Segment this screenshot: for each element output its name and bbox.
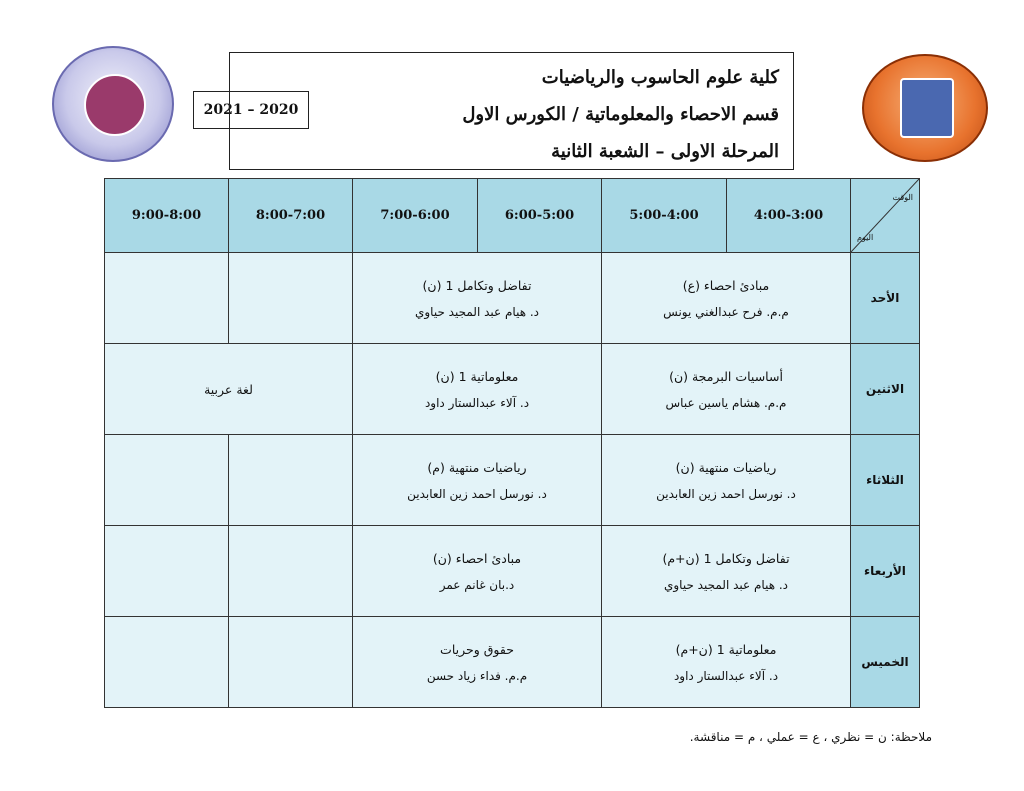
university-logo [862, 54, 988, 162]
day-row [105, 344, 920, 435]
department-course: قسم الاحصاء والمعلوماتية / الكورس الاول [462, 104, 779, 125]
stage-section: المرحلة الاولى – الشعبة الثانية [551, 141, 779, 162]
time-slot: 6:00-5:00 [478, 179, 602, 253]
subject: لغة عربية [204, 381, 253, 397]
teacher: د. هيام عبد المجيد حياوي [414, 304, 539, 319]
class-cell [353, 617, 602, 708]
class-cell [602, 253, 851, 344]
day-name: الأربعاء [851, 526, 920, 617]
class-cell [353, 344, 602, 435]
time-slot: 7:00-6:00 [353, 179, 478, 253]
subject: أساسيات البرمجة (ن) [669, 368, 783, 384]
subject: رياضيات منتهية (م) [427, 459, 527, 475]
time-header-row [105, 179, 920, 253]
empty-cell [229, 435, 353, 526]
class-cell [353, 526, 602, 617]
time-slot: 5:00-4:00 [602, 179, 727, 253]
college-name: كلية علوم الحاسوب والرياضيات [541, 67, 779, 88]
empty-cell [105, 253, 229, 344]
schedule-table [104, 178, 920, 708]
subject: تفاضل وتكامل 1 (ن) [422, 277, 532, 293]
day-row [105, 526, 920, 617]
class-cell [602, 435, 851, 526]
empty-cell [105, 526, 229, 617]
day-label: اليوم [857, 233, 874, 242]
teacher: د. نورسل احمد زين العابدين [656, 486, 796, 501]
day-name: الاثنين [851, 344, 920, 435]
teacher: د. هيام عبد المجيد حياوي [663, 577, 788, 592]
subject: حقوق وحريات [440, 641, 514, 657]
class-cell [353, 253, 602, 344]
class-cell [105, 344, 353, 435]
subject: مبادئ احصاء (ع) [682, 277, 770, 293]
time-slot: 9:00-8:00 [105, 179, 229, 253]
class-cell [353, 435, 602, 526]
day-name: الخميس [851, 617, 920, 708]
empty-cell [229, 526, 353, 617]
time-slot: 8:00-7:00 [229, 179, 353, 253]
day-row [105, 253, 920, 344]
class-cell [602, 344, 851, 435]
corner-cell [851, 179, 920, 253]
subject: تفاضل وتكامل 1 (ن+م) [662, 550, 790, 566]
empty-cell [105, 617, 229, 708]
page-header [229, 52, 794, 170]
teacher: م.م. فداء زياد حسن [426, 668, 528, 683]
academic-year: 2021 – 2020 [193, 91, 309, 129]
teacher: د. آلاء عبدالستار داود [424, 395, 530, 410]
legend-note: ملاحظة: ن = نظري ، ع = عملي ، م = مناقشة. [689, 730, 932, 744]
day-name: الثلاثاء [851, 435, 920, 526]
teacher: د. آلاء عبدالستار داود [673, 668, 779, 683]
empty-cell [229, 617, 353, 708]
time-slot: 4:00-3:00 [727, 179, 851, 253]
teacher: م.م. هشام ياسين عباس [665, 395, 787, 410]
empty-cell [229, 253, 353, 344]
subject: معلوماتية 1 (ن+م) [675, 641, 777, 657]
class-cell [602, 617, 851, 708]
subject: معلوماتية 1 (ن) [435, 368, 519, 384]
teacher: د. نورسل احمد زين العابدين [407, 486, 547, 501]
college-logo [52, 46, 174, 162]
day-row [105, 435, 920, 526]
teacher: م.م. فرح عبدالغني يونس [663, 304, 789, 319]
day-name: الأحد [851, 253, 920, 344]
teacher: د.بان غانم عمر [439, 577, 515, 592]
subject: رياضيات منتهية (ن) [675, 459, 777, 475]
empty-cell [105, 435, 229, 526]
day-row [105, 617, 920, 708]
subject: مبادئ احصاء (ن) [432, 550, 522, 566]
class-cell [602, 526, 851, 617]
time-label: الوقت [892, 193, 913, 202]
